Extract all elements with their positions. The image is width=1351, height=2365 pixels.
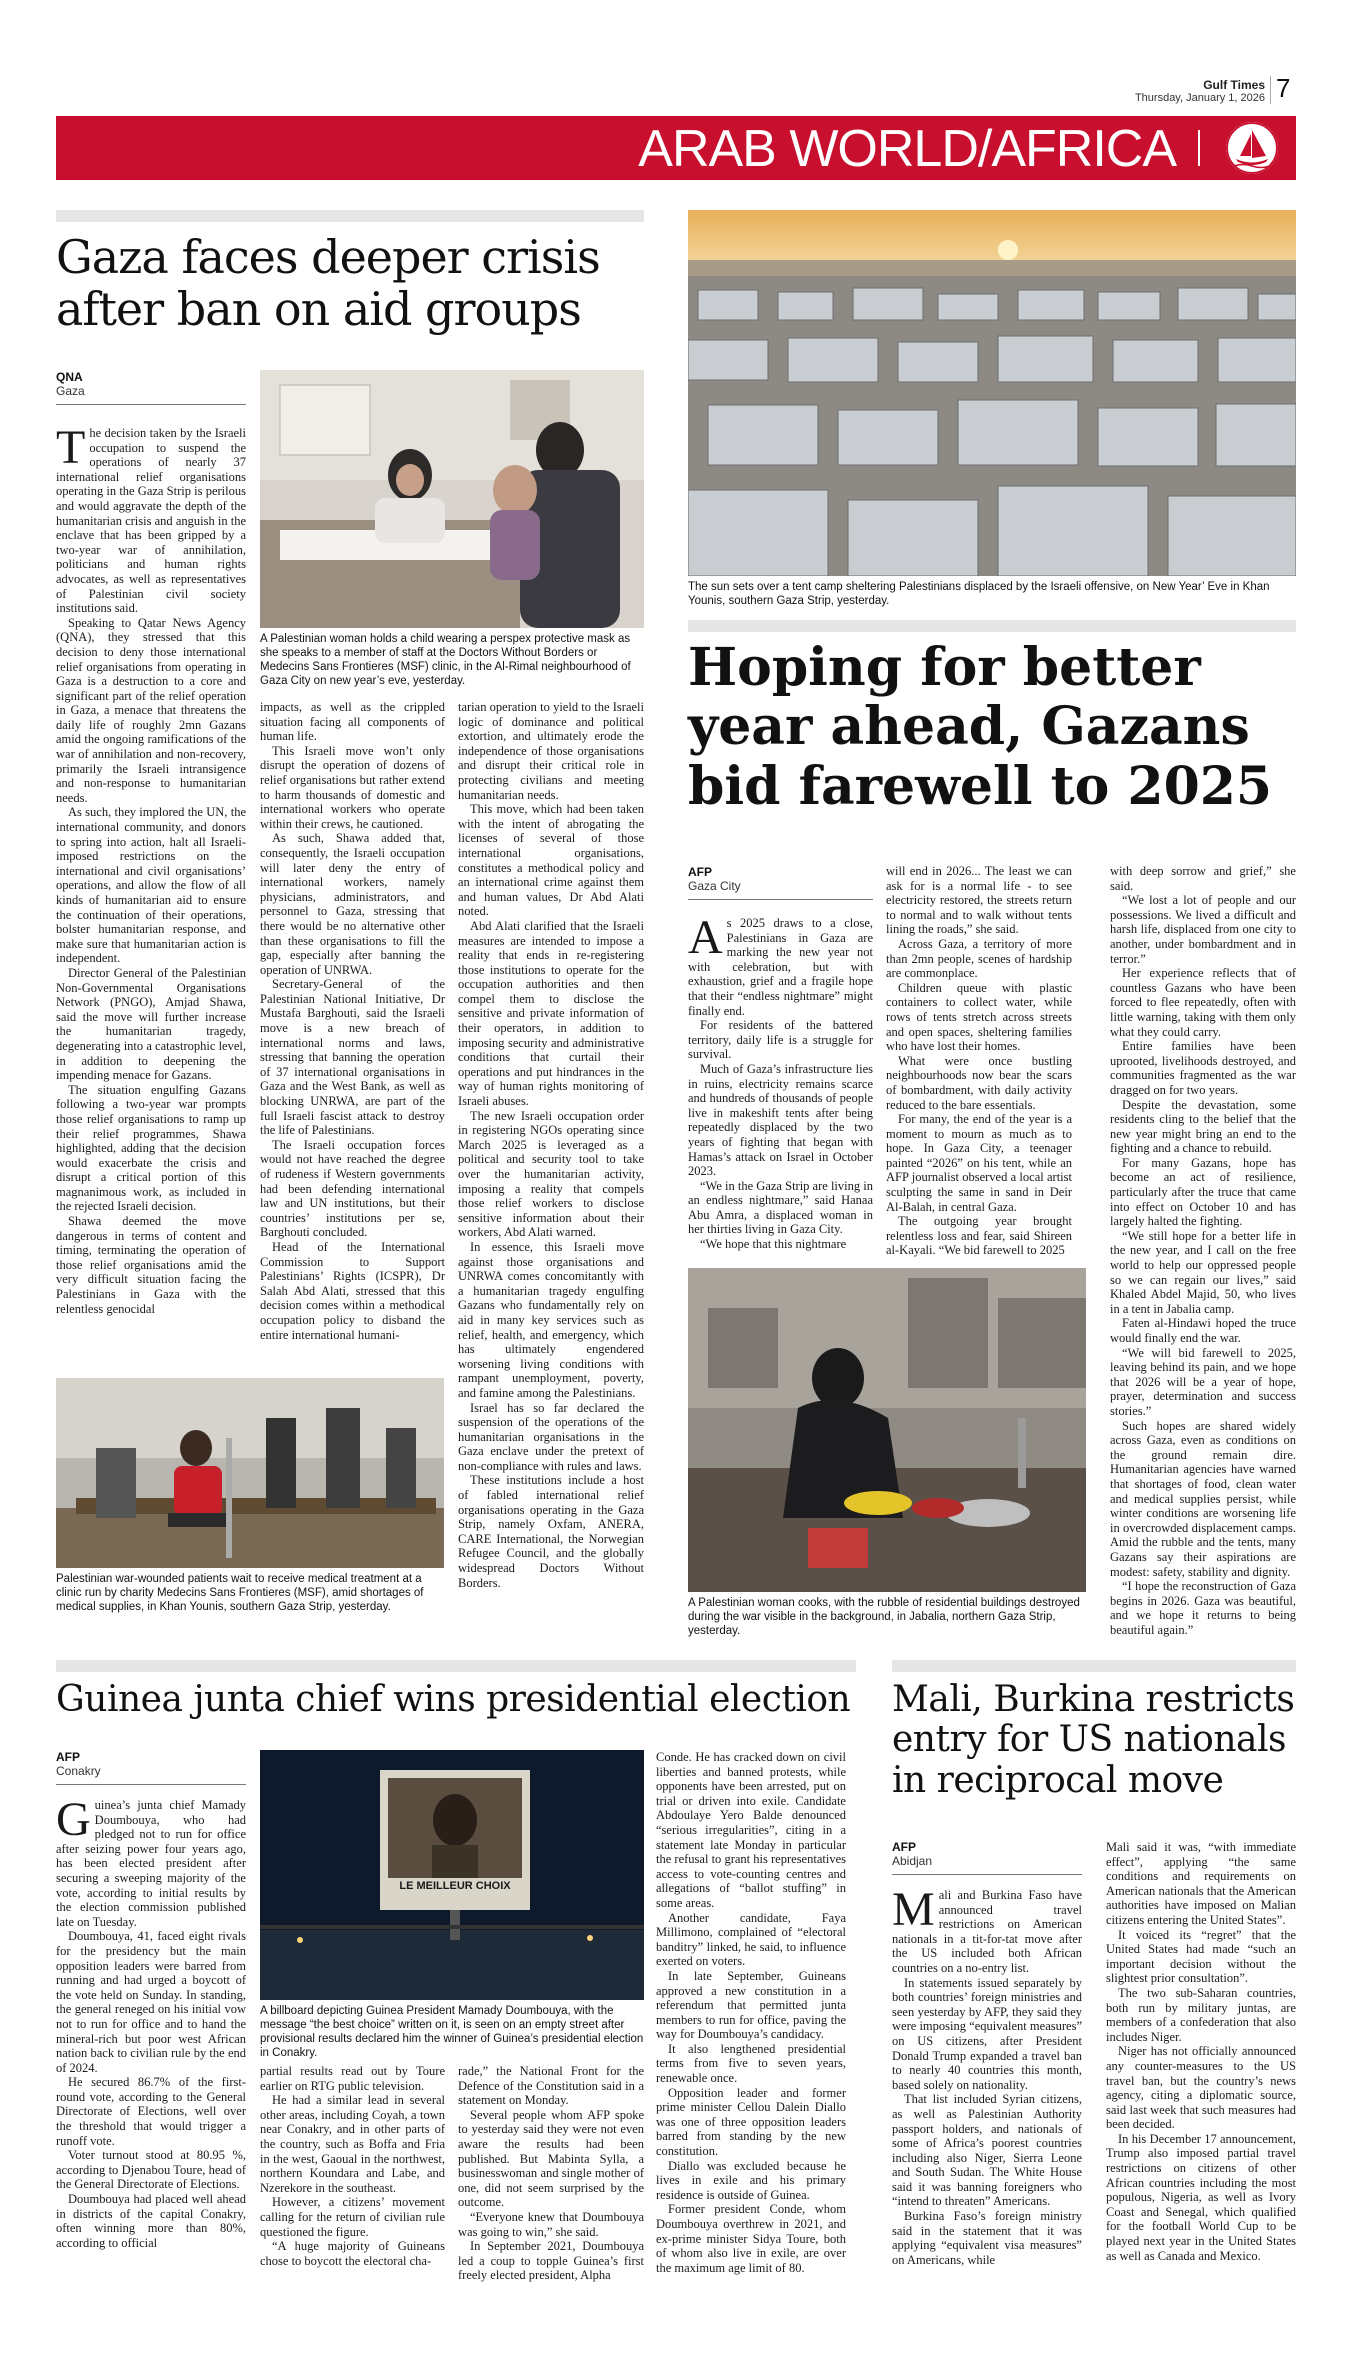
paragraph: “We still hope for a better life in the new year, and I call on the free world to help our oppressed people so we can regain our lives,” said Khaled Abdel Majid, 50, who lives in a tent in Jabalia camp.	[1110, 1228, 1296, 1316]
hope-byline	[688, 865, 873, 893]
page-number: 7	[1276, 73, 1291, 103]
paragraph: rade,” the National Front for the Defence of the Constitution said in a statement on Monday.	[458, 2064, 644, 2108]
paragraph: Entire families have been uprooted, livelihoods destroyed, and communities fragmented as the war dragged on for two years.	[1110, 1039, 1296, 1097]
hope-headline: Hoping for better year ahead, Gazans bid farewell to 2025	[688, 637, 1273, 817]
paragraph: “We lost a lot of people and our possessions. We lived a difficult and harsh life, displaced from one city to another, under bombardment and in terror.”	[1110, 893, 1296, 966]
paragraph: This move, which had been taken with the intent of abrogating the licenses of several of those international organisations, constitutes a methodical policy and an international crime against them and human values, Dr Abd Alati noted.	[458, 802, 644, 919]
paragraph: In statements issued separately by both countries’ foreign ministries and seen yesterday by AFP, they said they were imposing “equivalent measures” on US citizens, after President Donald Trump expanded a travel ban to nearly 40 countries this month, based solely on nationality.	[892, 1975, 1082, 2092]
clinic-photo	[260, 370, 644, 628]
paragraph: Conde. He has cracked down on civil liberties and banned protests, while opponents have been arrested, put on trial or driven into exile. Candidate Abdoulaye Yero Balde denounced “serious irregularities”, citing in a statement late Monday in particular the refusal to grant his representatives access to vote-counting centres and allegations of “ballot stuffing” in some areas.	[656, 1750, 846, 1910]
paragraph: Niger has not officially announced any counter-measures to the US travel ban, but the country’s news agency, citing a diplomatic source, said last week that such measures had been decided.	[1106, 2044, 1296, 2132]
paragraph: In his December 17 announcement, Trump also imposed partial travel restrictions on citizens of other African countries including the most populous, Nigeria, as well as Ivory Coast and Senegal, which qualified for the football World Cup to be played next year in the United States as well as Canada and Mexico.	[1106, 2131, 1296, 2263]
paragraph: For many, the end of the year is a moment to mourn as much as to hope. In Gaza City, a teenager painted “2026” on his tent, while an AFP journalist observed a local artist sculpting the same in sand in Deir Al-Balah, in central Gaza.	[886, 1112, 1072, 1214]
gaza-headline: Gaza faces deeper crisis after ban on aid groups	[56, 230, 600, 336]
paragraph: The new Israeli occupation order in registering NGOs operating since March 2025 is leveraged as a political and security tool to take over the humanitarian activity, imposing a reality that compels those relief workers to disclose sensitive information about their workers, Abd Alati warned.	[458, 1108, 644, 1240]
paragraph: Several people whom AFP spoke to yesterday said they were not even aware the results had been published. But Mabinta Sylla, a businesswoman and single mother of one, did not seem surprised by the outcome.	[458, 2107, 644, 2210]
mali-byline	[892, 1840, 1082, 1868]
paragraph: ali and Burkina Faso have announced travel restrictions on American nationals in a tit-for-tat move after the US included both African countries on a no-entry list.	[892, 1888, 1082, 1975]
paragraph: In essence, this Israeli move against those organisations and UNRWA comes concomitantly with a humanitarian tragedy engulfing Gazans who fundamentally rely on aid in many key services such as relief, health, and emergency, which has ultimately engendered worsening living conditions with rampant unemployment, poverty, and famine among the Palestinians.	[458, 1239, 644, 1400]
paragraph: In September 2021, Doumbouya led a coup to topple Guinea’s first freely elected president, Alpha	[458, 2239, 644, 2283]
paragraph: The outgoing year brought relentless loss and fear, said Shireen al-Kayali. “We bid farewell to 2025	[886, 1214, 1072, 1258]
paragraph: Diallo was excluded because he lives in exile and his primary residence is outside of Guinea.	[656, 2158, 846, 2202]
guinea-place: Conakry	[56, 1764, 101, 1778]
paragraph: In late September, Guineans approved a new constitution in a referendum that permitted junta members to run for office, paving the way for Doumbouya’s candidacy.	[656, 1968, 846, 2042]
guinea-column-2	[260, 2064, 445, 2354]
paragraph: Speaking to Qatar News Agency (QNA), they stressed that this decision to deny those international relief organisations from operating in Gaza is a destruction to a core and significant part of the relief operation in Gaza, a menace that threatens the daily life of roughly 2mn Gazans amid the ongoing ramifications of the war of annihilation and non-recovery, primarily the Israeli intransigence and non-response to humanitarian needs.	[56, 615, 246, 805]
paragraph: It voiced its “regret” that the United States had made “such an important decision without the slightest prior consultation”.	[1106, 1927, 1296, 1986]
paragraph: Much of Gaza’s infrastructure lies in ruins, electricity remains scarce and hundreds of thousands of people live in makeshift tents after being repeatedly displaced by the two years of fighting that began with Hamas’s attack on Israel in October 2023.	[688, 1061, 873, 1179]
paragraph: The situation engulfing Gazans following a two-year war prompts those relief organisations to ramp up their relief programmes, Shawa highlighted, adding that the decision would exacerbate the crisis and disrupt a critical portion of this magnanimous work, as included in the rejected Israeli decision.	[56, 1082, 246, 1214]
byline-rule	[688, 899, 873, 900]
section-banner	[56, 116, 1296, 180]
paragraph: uinea’s junta chief Mamady Doumbouya, who had pledged not to run for office after seizing power four years ago, has been elected president after securing a sweeping majority of the vote, according to initial results by the election commission published late on Tuesday.	[56, 1798, 246, 1929]
hope-column-3	[1110, 864, 1296, 1644]
paragraph: Such hopes are shared widely across Gaza, even as conditions on the ground remain dire. Humanitarian agencies have warned that shortages of food, clean water and medical supplies persist, while winter conditions are worsening life in overcrowded displacement camps. Amid the rubble and the tents, many Gazans say their aspirations are modest: safety, stability and dignity.	[1110, 1418, 1296, 1579]
gaza-place: Gaza	[56, 384, 85, 398]
paragraph: “I hope the reconstruction of Gaza begins in 2026. Gaza was beautiful, and we hope it returns to being beautiful again.”	[1110, 1579, 1296, 1637]
paragraph: For residents of the battered territory, daily life is a struggle for survival.	[688, 1018, 873, 1062]
hope-column-2	[886, 864, 1072, 1264]
paragraph: However, a citizens’ movement calling for the return of civilian rule questioned the figure.	[260, 2195, 445, 2239]
paragraph: “We in the Gaza Strip are living in an endless nightmare,” said Hanaa Abu Amra, a displaced woman in her thirties living in Gaza City.	[688, 1178, 873, 1237]
dropcap: A	[688, 916, 723, 964]
gaza-column-3	[458, 700, 644, 1640]
paragraph: As such, they implored the UN, the international community, and donors to spring into action, halt all Israeli-imposed restrictions on the international and civil organisations’ operations, and allow the flow of all kinds of humanitarian aid to ensure the continuation of their operations, bolster humanitarian response, and make sure that humanitarian action is independent.	[56, 805, 246, 966]
paragraph: “We will bid farewell to 2025, leaving behind its pain, and we hope that 2026 will be a year of hope, prayer, determination and success stories.”	[1110, 1345, 1296, 1418]
paragraph: “We hope that this nightmare	[700, 1237, 847, 1252]
paragraph: Doumbouya, 41, faced eight rivals for the presidency but the main opposition leaders were barred from running and had urged a boycott of the vote held on Sunday. In standing, the general reneged on his initial vow not to run for office and to hand the mineral-rich but poor west African nation back to civilian rule by the end of 2024.	[56, 1929, 246, 2075]
masthead-date: Thursday, January 1, 2026	[1134, 92, 1265, 104]
paragraph: Despite the devastation, some residents cling to the belief that the new year might bring an end to the fighting and a chance to rebuild.	[1110, 1097, 1296, 1156]
mali-place: Abidjan	[892, 1854, 933, 1868]
guinea-column-3	[458, 2064, 644, 2354]
paragraph: Former president Conde, whom Doumbouya overthrew in 2021, and ex-prime minister Sidya Toure, both of whom also live in exile, are over the maximum age limit of 80.	[656, 2202, 846, 2275]
paragraph: This Israeli move won’t only disrupt the operation of dozens of relief organisations but rather extend to harm thousands of domestic and international workers who operate within their crews, he cautioned.	[260, 743, 445, 831]
paragraph: partial results read out by Toure earlier on RTG public television.	[260, 2064, 445, 2093]
paragraph: That list included Syrian citizens, as well as Palestinian Authority passport holders, and nationals of some of Africa’s poorest countries including also Niger, Sierra Leone and South Sudan. The White House said it was banning foreigners who “intend to threaten” Americans.	[892, 2092, 1082, 2209]
paragraph: Voter turnout stood at 80.95 %, according to Djenabou Toure, head of the General Directorate of Elections.	[56, 2148, 246, 2192]
paragraph: “A huge majority of Guineans chose to boycott the electoral cha-	[260, 2239, 445, 2268]
hope-column-1	[688, 916, 873, 1261]
paragraph: As such, Shawa added that, consequently, the Israeli occupation will later deny the entry of international workers, namely physicians, administrators, and personnel to Gaza, stressing that there would be no alternative other than these organisations to fill the gap, especially after banning the operation of UNRWA.	[260, 831, 445, 977]
guinea-byline	[56, 1750, 246, 1778]
gaza-column-1	[56, 426, 246, 1366]
paragraph: It also lengthened presidential terms from five to seven years, renewable once.	[656, 2041, 846, 2086]
section-rule	[56, 210, 644, 222]
page-number-divider	[1270, 76, 1271, 104]
paragraph: Burkina Faso’s foreign ministry said in the statement that it was applying “equivalent visa measures” on Americans, while	[892, 2209, 1082, 2267]
paragraph: Opposition leader and former prime minister Cellou Dalein Diallo was one of three opposition leaders barred from standing by the new constitution.	[656, 2085, 846, 2159]
byline-rule	[56, 404, 246, 405]
paragraph: will end in 2026... The least we can ask for is a normal life - to see electricity restored, the streets return to normal and to walk without tents lining the roads,” she said.	[886, 864, 1072, 937]
paragraph: Secretary-General of the Palestinian National Initiative, Dr Mustafa Barghouti, said the Israeli move is a new breach of international norms and laws, stressing that banning the operation of 37 international organisations in Gaza and the West Bank, as well as blocking UNRWA, are part of the full Israeli fascist attack to destroy the life of Palestinians.	[260, 977, 445, 1138]
tent-camp-photo-caption: The sun sets over a tent camp sheltering Palestinians displaced by the Israeli offensive, on New Year’ Eve in Khan Younis, southern Gaza Strip, yesterday.	[688, 581, 1270, 607]
guinea-column-1	[56, 1798, 246, 2348]
paragraph: Doumbouya had placed well ahead in districts of the capital Conakry, often winning more than 80%, according to official	[56, 2192, 246, 2250]
patients-photo	[56, 1378, 444, 1568]
section-title: ARAB WORLD/AFRICA	[638, 120, 1176, 178]
section-rule	[688, 620, 1296, 632]
paragraph: Director General of the Palestinian Non-Governmental Organisations Network (PNGO), Amjad Shawa, said the move will further increase the humanitarian tragedy, degenerating into a catastrophic level, in addition to deepening the impending menace for Gazans.	[56, 965, 246, 1083]
byline-rule	[56, 1784, 246, 1785]
paragraph: Head of the International Commission to Support Palestinians’ Rights (ICSPR), Dr Salah Abd Alati, stressed that this decision comes within a methodical occupation policy to disband the entire international humani-	[260, 1239, 445, 1342]
paragraph: These institutions include a host of fabled international relief organisations operating in the Gaza Strip, namely Oxfam, ANERA, CARE International, the Norwegian Refugee Council, and the globally widespread Doctors Without Borders.	[458, 1473, 644, 1590]
section-rule	[892, 1660, 1296, 1672]
clinic-photo-caption: A Palestinian woman holds a child wearing a perspex protective mask as she speaks to a member of staff at the Doctors Without Borders or Medecins Sans Frontieres (MSF) clinic, in the Al-Rimal neighbourhood of Gaza City on new year’s eve, yesterday.	[260, 633, 631, 687]
masthead-name: Gulf Times	[1203, 78, 1265, 92]
gaza-agency: QNA	[56, 370, 83, 384]
mali-agency: AFP	[892, 1840, 916, 1854]
paragraph: “Everyone knew that Doumbouya was going to win,” she said.	[458, 2209, 644, 2239]
tent-camp-photo	[688, 210, 1296, 576]
gaza-byline	[56, 370, 246, 398]
billboard-photo-caption: A billboard depicting Guinea President Mamady Doumbouya, with the message “the best choice” written on it, is seen on an empty street after provisional results declared him the winner of Guinea’s presidential election in Conakry.	[260, 2005, 644, 2059]
paragraph: Faten al-Hindawi hoped the truce would finally end the war.	[1110, 1316, 1296, 1345]
dropcap: M	[892, 1888, 935, 1936]
paragraph: Across Gaza, a territory of more than 2mn people, scenes of hardship are commonplace.	[886, 936, 1072, 981]
billboard-text: LE MEILLEUR CHOIX	[399, 1880, 511, 1892]
dropcap: T	[56, 426, 86, 474]
cooking-photo	[688, 1268, 1086, 1592]
dropcap: G	[56, 1798, 91, 1846]
hope-place: Gaza City	[688, 879, 741, 893]
mali-headline: Mali, Burkina restricts entry for US nationals in reciprocal move	[892, 1679, 1295, 1801]
byline-rule	[892, 1874, 1082, 1875]
patients-photo-caption: Palestinian war-wounded patients wait to receive medical treatment at a clinic run by charity Medecins Sans Frontieres (MSF), amid shortages of medical supplies, in Khan Younis, southern Gaza Strip, yesterday.	[56, 1573, 424, 1613]
paragraph: The Israeli occupation forces would not have reached the degree of rudeness if Western governments had been defending international law and UN institutions, but their countries’ institutions per se, Barghouti concluded.	[260, 1137, 445, 1240]
paragraph: impacts, as well as the crippled situation facing all components of human life.	[260, 700, 445, 744]
section-divider	[1198, 130, 1200, 166]
paragraph: Children queue with plastic containers to collect water, while rows of tents stretch across streets and open spaces, sheltering families who have lost their homes.	[886, 980, 1072, 1054]
paragraph: he decision taken by the Israeli occupation to suspend the operations of nearly 37 international relief organisations operating in the Gaza Strip is perilous and would aggravate the depth of the humanitarian crisis and anguish in the enclave that has been gripped by a two-year war of annihilation, politicians and human rights advocates, as well as representatives of Palestinian civil society institutions said.	[56, 426, 246, 616]
paragraph: The two sub-Saharan countries, both run by military juntas, are members of a confederation that also includes Niger.	[1106, 1985, 1296, 2044]
billboard-photo	[260, 1750, 644, 2000]
paragraph: He secured 86.7% of the first-round vote, according to the General Directorate of Elections, well over the threshold that would trigger a runoff vote.	[56, 2075, 246, 2148]
dhow-boat-logo-icon	[1226, 122, 1278, 174]
hope-agency: AFP	[688, 865, 712, 879]
paragraph: He had a similar lead in several other areas, including Coyah, a town near Conakry, and in other parts of the country, such as Boffa and Fria in the west, Gaoual in the northwest, northern Koundara and Labe, and Nzerekore in the southeast.	[260, 2093, 445, 2195]
paragraph: Shawa deemed the move dangerous in terms of content and timing, terminating the operation of those relief organisations amid the very difficult situation facing the Palestinians in Gaza with the relentless genocidal	[56, 1214, 246, 1316]
mali-column-1	[892, 1888, 1082, 2353]
section-rule	[56, 1660, 856, 1672]
guinea-headline: Guinea junta chief wins presidential election	[56, 1679, 851, 1720]
paragraph: For many Gazans, hope has become an act of resilience, particularly after the truce that came into effect on October 10 and has largely halted the fighting.	[1110, 1155, 1296, 1229]
paragraph: Another candidate, Faya Millimono, complained of “electoral banditry” linked, he said, to influence exerted on voters.	[656, 1910, 846, 1969]
paragraph: Abd Alati clarified that the Israeli measures are intended to impose a reality that ends in re-registering those institutions to operate for the occupation authorities and then compel them to disclose the sensitive and private information of their operators, in addition to imposing security and administrative conditions that curtail their operations and put hindrances in the way of human rights monitoring of Israeli abuses.	[458, 918, 644, 1109]
guinea-agency: AFP	[56, 1750, 80, 1764]
paragraph: Israel has so far declared the suspension of the operations of the humanitarian organisations in the Gaza enclave under the pretext of non-compliance with rules and laws.	[458, 1400, 644, 1473]
paragraph: Mali said it was, “with immediate effect”, applying “the same conditions and requirements on American nationals that the American authorities have imposed on Malian citizens entering the United States”.	[1106, 1840, 1296, 1927]
paragraph: with deep sorrow and grief,” she said.	[1110, 864, 1296, 893]
gaza-column-2	[260, 700, 445, 1370]
cooking-photo-caption: A Palestinian woman cooks, with the rubble of residential buildings destroyed during the war visible in the background, in Jabalia, northern Gaza Strip, yesterday.	[688, 1597, 1080, 1637]
mali-column-2	[1106, 1840, 1296, 2353]
paragraph: Her experience reflects that of countless Gazans who have been forced to flee repeatedly, often with little warning, taking with them only what they could carry.	[1110, 966, 1296, 1039]
paragraph: What were once bustling neighbourhoods now bear the scars of bombardment, with daily activity reduced to the bare essentials.	[886, 1053, 1072, 1112]
guinea-column-4	[656, 1750, 846, 2350]
paragraph: s 2025 draws to a close, Palestinians in Gaza are marking the new year not with celebration, but with exhaustion, grief and a fragile hope that their “endless nightmare” might finally end.	[688, 916, 873, 1018]
paragraph: tarian operation to yield to the Israeli logic of dominance and political extortion, and ultimately erode the independence of those organisations and disrupt their critical role in protecting civilians and meeting humanitarian needs.	[458, 700, 644, 802]
